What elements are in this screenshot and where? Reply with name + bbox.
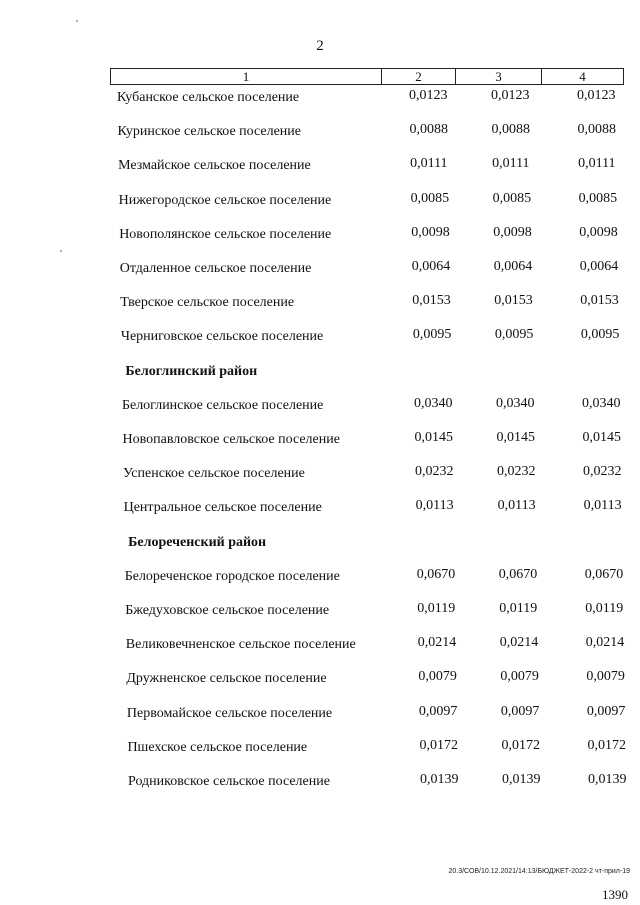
value-col-3: 0,0670 (498, 566, 538, 582)
value-col-3: 0,0111 (492, 156, 530, 172)
value-col-3: 0,0098 (493, 224, 532, 240)
table-row (0, 669, 640, 691)
value-col-2: 0,0088 (409, 122, 449, 138)
table-row (0, 567, 640, 589)
settlement-name: Центральное сельское поселение (123, 500, 322, 516)
value-col-3: 0,0172 (501, 737, 540, 753)
page-number-top: 2 (316, 38, 324, 54)
value-col-4: 0,0145 (582, 430, 621, 445)
value-col-2: 0,0123 (409, 88, 448, 103)
value-col-2: 0,0670 (416, 566, 456, 582)
value-col-4: 0,0119 (585, 601, 624, 616)
district-name: Белоглинский район (125, 363, 258, 379)
table-row (0, 601, 640, 623)
table-row (0, 464, 640, 486)
value-col-2: 0,0085 (410, 190, 450, 206)
settlement-name: Кубанское сельское поселение (117, 90, 300, 105)
scan-speck (76, 20, 78, 22)
table-row (0, 122, 640, 144)
value-col-2: 0,0340 (413, 395, 453, 411)
header-col-2: 2 (381, 69, 455, 84)
table-row (0, 396, 640, 418)
value-col-4: 0,0113 (583, 498, 622, 514)
value-col-4: 0,0085 (578, 190, 618, 206)
page-number-bottom: 1390 (602, 887, 628, 902)
value-col-4: 0,0098 (579, 224, 618, 240)
settlement-name: Успенское сельское поселение (123, 466, 305, 482)
table-row (0, 498, 640, 520)
value-col-4: 0,0172 (587, 737, 626, 753)
district-heading-row (0, 533, 640, 555)
value-col-3: 0,0085 (492, 190, 532, 206)
settlement-name: Тверское сельское поселение (120, 295, 295, 311)
settlement-name: Великовечненское сельское поселение (125, 637, 356, 653)
value-col-2: 0,0119 (417, 601, 456, 616)
table-row (0, 259, 640, 281)
value-col-4: 0,0088 (577, 122, 617, 138)
settlement-name: Нижегородское сельское поселение (118, 192, 332, 208)
value-col-2: 0,0111 (410, 156, 448, 172)
settlement-name: Новополянское сельское поселение (119, 226, 332, 242)
district-name: Белореченский район (128, 534, 267, 550)
value-col-3: 0,0113 (497, 498, 536, 514)
value-col-2: 0,0098 (411, 224, 450, 240)
value-col-3: 0,0088 (491, 122, 531, 138)
value-col-4: 0,0079 (586, 669, 625, 685)
table-row (0, 635, 640, 657)
value-col-3: 0,0340 (495, 395, 535, 411)
document-code: 20.3/СОВ/10.12.2021/14:13/БЮДЖЕТ-2022-2 чт-прил-19 (448, 868, 630, 875)
value-col-4: 0,0153 (580, 293, 619, 309)
value-col-4: 0,0064 (579, 259, 619, 274)
value-col-4: 0,0097 (586, 703, 626, 719)
value-col-4: 0,0670 (584, 566, 624, 582)
header-col-3: 3 (455, 69, 541, 84)
value-col-2: 0,0145 (414, 430, 453, 445)
value-col-4: 0,0232 (583, 464, 622, 480)
settlement-name: Родниковское сельское поселение (128, 774, 330, 789)
settlement-name: Белореченское городское поселение (124, 568, 340, 584)
value-col-3: 0,0232 (497, 464, 536, 480)
value-col-2: 0,0064 (411, 259, 451, 274)
value-col-4: 0,0095 (580, 327, 620, 343)
settlement-name: Первомайское сельское поселение (126, 705, 333, 721)
table-row (0, 430, 640, 452)
table-row (0, 88, 640, 110)
settlement-name: Черниговское сельское поселение (120, 329, 324, 345)
table-row (0, 293, 640, 315)
value-col-2: 0,0079 (418, 669, 457, 685)
value-col-4: 0,0139 (588, 772, 627, 787)
table-row (0, 225, 640, 247)
value-col-3: 0,0064 (493, 259, 533, 274)
table-row (0, 704, 640, 726)
header-col-4: 4 (541, 69, 623, 84)
district-heading-row (0, 362, 640, 384)
value-col-3: 0,0123 (491, 88, 530, 103)
settlement-name: Куринское сельское поселение (117, 124, 302, 140)
settlement-name: Белоглинское сельское поселение (121, 397, 324, 413)
value-col-2: 0,0214 (417, 635, 457, 651)
table-row (0, 156, 640, 178)
header-col-1: 1 (242, 69, 250, 84)
value-col-3: 0,0119 (499, 601, 538, 616)
value-col-3: 0,0214 (499, 635, 539, 651)
table-row (0, 191, 640, 213)
value-col-3: 0,0153 (494, 293, 533, 309)
table-row (0, 772, 640, 794)
value-col-4: 0,0111 (578, 156, 616, 172)
settlement-name: Дружненское сельское поселение (126, 671, 327, 687)
settlement-name: Бжедуховское сельское поселение (125, 603, 330, 618)
value-col-2: 0,0097 (418, 703, 458, 719)
value-col-2: 0,0172 (419, 737, 458, 753)
value-col-3: 0,0139 (502, 772, 541, 787)
value-col-3: 0,0097 (500, 703, 540, 719)
value-col-4: 0,0340 (581, 395, 621, 411)
value-col-2: 0,0095 (412, 327, 452, 343)
table-row (0, 738, 640, 760)
value-col-3: 0,0095 (494, 327, 534, 343)
value-col-2: 0,0113 (415, 498, 454, 514)
value-col-2: 0,0139 (420, 772, 459, 787)
settlement-name: Пшехское сельское поселение (127, 739, 308, 755)
settlement-name: Отдаленное сельское поселение (119, 261, 312, 276)
value-col-4: 0,0214 (585, 635, 625, 651)
value-col-2: 0,0232 (415, 464, 454, 480)
value-col-4: 0,0123 (577, 88, 616, 103)
scan-speck (60, 250, 62, 252)
settlement-name: Мезмайское сельское поселение (118, 158, 311, 174)
settlement-name: Новопавловское сельское поселение (122, 432, 340, 447)
value-col-3: 0,0079 (500, 669, 539, 685)
table-row (0, 327, 640, 349)
value-col-3: 0,0145 (496, 430, 535, 445)
value-col-2: 0,0153 (412, 293, 451, 309)
